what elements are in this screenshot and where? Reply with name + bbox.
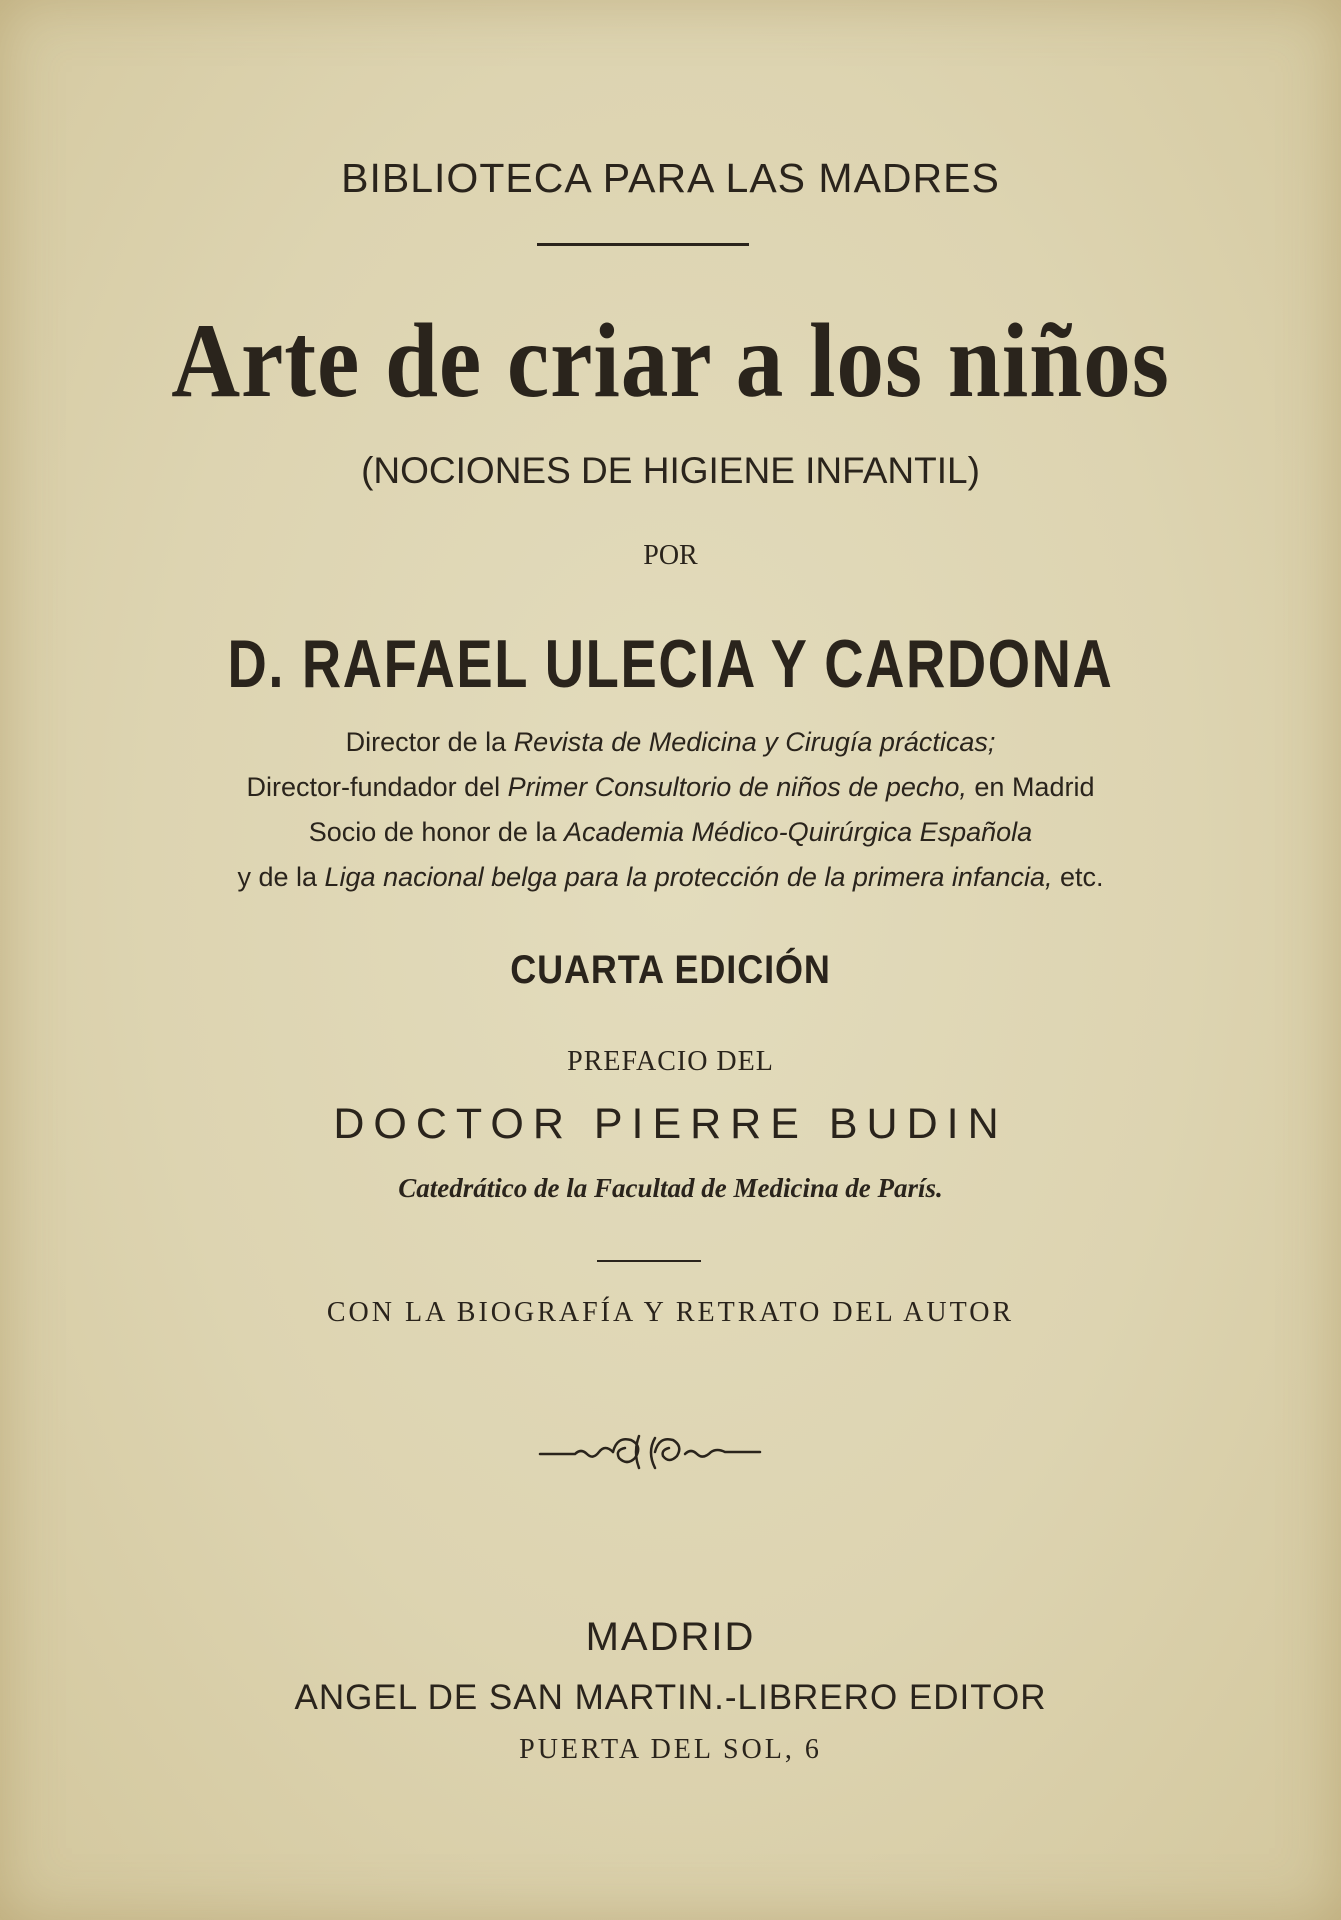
- book-title: Arte de criar a los niños: [171, 302, 1170, 419]
- credential-text: Socio de honor de la: [308, 817, 564, 847]
- credential-text: Director-fundador del: [246, 772, 508, 802]
- series-title: BIBLIOTECA PARA LAS MADRES: [341, 155, 1000, 201]
- credential-italic: Academia Médico-Quirúrgica Española: [563, 817, 1033, 847]
- credential-italic: Revista de Medicina y Cirugía prácticas;: [513, 727, 996, 757]
- credential-line: [0, 817, 1341, 848]
- by-line: POR: [643, 540, 698, 571]
- author-name: D. RAFAEL ULECIA Y CARDONA: [227, 626, 1114, 702]
- publisher-name: ANGEL DE SAN MARTIN.-LIBRERO EDITOR: [294, 1678, 1047, 1717]
- credential-line: [0, 862, 1341, 893]
- credential-line: [0, 727, 1341, 758]
- edition-label: CUARTA EDICIÓN: [510, 948, 831, 992]
- preface-author: DOCTOR PIERRE BUDIN: [333, 1100, 1008, 1148]
- middle-rule: [597, 1260, 701, 1262]
- preface-label: PREFACIO DEL: [567, 1046, 774, 1077]
- credential-text: Director de la: [345, 727, 514, 757]
- credential-text: etc.: [1052, 862, 1104, 892]
- credential-text: y de la: [237, 862, 325, 892]
- top-rule: [537, 243, 749, 246]
- credential-line: [0, 772, 1341, 803]
- biography-note: CON LA BIOGRAFÍA Y RETRATO DEL AUTOR: [326, 1297, 1015, 1328]
- publication-city: MADRID: [585, 1615, 756, 1659]
- credential-italic: Primer Consultorio de niños de pecho,: [507, 772, 967, 802]
- book-subtitle: (NOCIONES DE HIGIENE INFANTIL): [361, 450, 980, 491]
- scroll-ornament-icon: [535, 1422, 765, 1482]
- credential-italic: Liga nacional belga para la protección de la primera infancia,: [324, 862, 1053, 892]
- preface-author-title: Catedrático de la Facultad de Medicina de París.: [398, 1173, 943, 1203]
- credential-text: en Madrid: [966, 772, 1095, 802]
- publisher-address: PUERTA DEL SOL, 6: [519, 1734, 822, 1765]
